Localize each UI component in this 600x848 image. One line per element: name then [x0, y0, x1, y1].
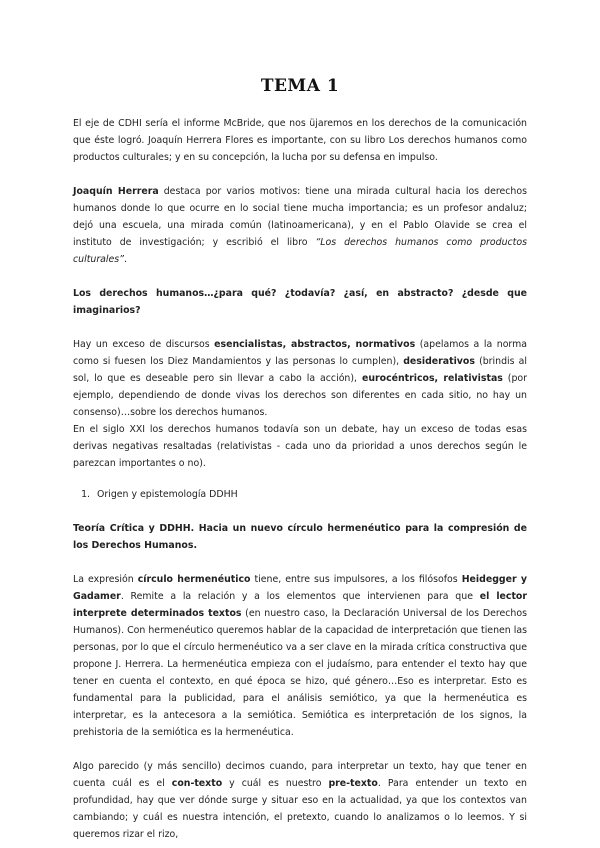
hermeneutic-paragraph	[73, 571, 527, 741]
text-run: (por ejemplo, dependiendo de donde vivas los derechos son diferentes en cada sitio, no hay un consenso)…sobre los derechos humanos.	[73, 373, 528, 418]
text-run: . Para entender un texto en profundidad, hay que ver dónde surge y situar eso en la actualidad, ya que los contextos van cambiando; y cuál es nuestra intención, el pretexto, cuando lo analizamos o lo leemos. Y si queremos rizar el rizo,	[73, 778, 527, 840]
text-run: La expresión	[73, 574, 138, 585]
bold-term: esencialistas, abstractos, normativos	[214, 339, 416, 350]
herrera-paragraph	[73, 183, 527, 268]
context-paragraph	[73, 758, 527, 843]
section-heading: Teoría Crítica y DDHH. Hacia un nuevo círculo hermenéutico para la compresión de los Derechos Humanos.	[73, 523, 527, 551]
text-run: (en nuestro caso, la Declaración Universal de los Derechos Humanos). Con hermenéutico queremos hablar de la capacidad de interpretación que tienen las personas, por lo que el círculo hermenéutico va a ser clave en la mirada crítica constructiva que propone J. Herrera. La hermenéutica empieza con el judaísmo, para entender el texto hay que tener en cuenta el contexto, en qué época se hizo, qué género…Eso es interpretar. Esto es fundamental para la publicidad, para el análisis semiótico, ya que la hermenéutica es interpretar, es la antecesora a la semiótica. Semiótica es interpretación de los signos, la prehistoria de la semiótica es la hermenéutica.	[73, 608, 527, 738]
text-run: Hay un exceso de discursos	[73, 339, 215, 350]
bold-term: eurocéntricos, relativistas	[361, 373, 503, 384]
bold-term: pre-texto	[328, 778, 378, 789]
bold-term: el lector interprete determinados textos	[73, 591, 527, 619]
text-run: .	[124, 254, 128, 265]
text-run: (apelamos a la norma como si fuesen los Diez Mandamientos y las personas lo cumplen),	[73, 339, 527, 367]
bold-term: círculo hermenéutico	[137, 574, 251, 585]
bold-term: con-texto	[171, 778, 223, 789]
xxi-century-paragraph: En el siglo XXI los derechos humanos todavía son un debate, hay un exceso de todas esas derivas negativas resaltadas (relativistas - cada uno da prioridad a unos derechos según le parezcan importantes o no).	[73, 424, 527, 469]
intro-paragraph: El eje de CDHI sería el informe McBride, que nos üjaremos en los derechos de la comunicación que éste logró. Joaquín Herrera Flores es importante, con su libro Los derechos humanos como productos culturales; y en su concepción, la lucha por su defensa en impulso.	[73, 118, 527, 163]
book-title: “Los derechos humanos como productos culturales”	[73, 237, 527, 265]
text-run: y cuál es nuestro	[222, 778, 329, 789]
bold-term: Joaquín Herrera	[73, 186, 159, 197]
discourse-paragraph	[73, 336, 527, 421]
bold-term: Heidegger y Gadamer	[73, 574, 528, 602]
text-run: destaca por varios motivos: tiene una mirada cultural hacia los derechos humanos donde lo que ocurre en lo social tiene mucha importancia; es un profesor andaluz; dejó una escuela, una mirada común (latinoamericana), y en el Pablo Olavide se crea el instituto de investigación; y escribió el libro	[73, 186, 527, 248]
text-run: tiene, entre sus impulsores, a los filósofos	[250, 574, 462, 585]
text-run: Algo parecido (y más sencillo) decimos cuando, para interpretar un texto, hay que tener en cuenta cuál es el	[73, 761, 527, 789]
bold-term: desiderativos	[403, 356, 475, 367]
numbered-list	[73, 486, 527, 503]
list-item: 1. Origen y epistemología DDHH	[93, 486, 527, 503]
section-heading: Los derechos humanos…¿para qué? ¿todavía? ¿así, en abstracto? ¿desde que imaginarios?	[73, 288, 527, 316]
text-run: (brindis al sol, lo que es deseable pero sin llevar a cabo la acción),	[73, 356, 527, 384]
text-run: . Remite a la relación y a los elementos que intervienen para que	[120, 591, 480, 602]
page-title: TEMA 1	[260, 76, 340, 96]
